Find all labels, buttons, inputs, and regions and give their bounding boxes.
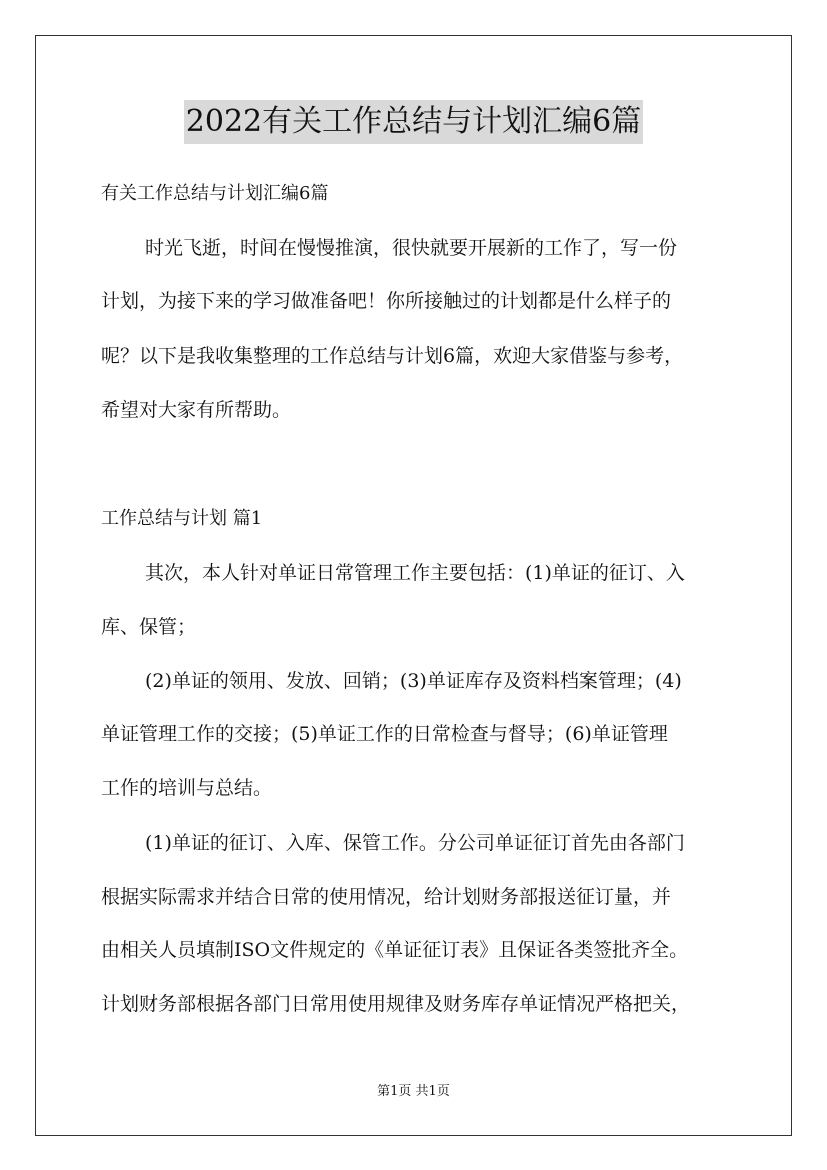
document-title: 2022有关工作总结与计划汇编6篇 xyxy=(184,100,643,144)
section-line-4: 单证管理工作的交接；(5)单证工作的日常检查与督导；(6)单证管理 xyxy=(101,723,668,745)
section-line-9: 计划财务部根据各部门日常用使用规律及财务库存单证情况严格把关， xyxy=(101,993,691,1015)
intro-line-3: 呢？以下是我收集整理的工作总结与计划6篇，欢迎大家借鉴与参考， xyxy=(101,345,684,367)
section-line-6: (1)单证的征订、入库、保管工作。分公司单证征订首先由各部门 xyxy=(145,832,685,854)
section-line-5: 工作的培训与总结。 xyxy=(101,777,273,799)
section-line-2: 库、保管； xyxy=(101,616,197,638)
section-line-1: 其次，本人针对单证日常管理工作主要包括：(1)单证的征订、入 xyxy=(145,562,685,584)
page-footer: 第1页 共1页 xyxy=(377,1084,450,1099)
intro-line-4: 希望对大家有所帮助。 xyxy=(101,399,292,421)
intro-line-1: 时光飞逝，时间在慢慢推演，很快就要开展新的工作了，写一份 xyxy=(145,237,678,259)
title-container xyxy=(0,100,827,144)
intro-line-2: 计划，为接下来的学习做准备吧！你所接触过的计划都是什么样子的 xyxy=(101,290,672,312)
section-line-7: 根据实际需求并结合日常的使用情况，给计划财务部报送征订量，并 xyxy=(101,886,672,908)
section-line-8: 由相关人员填制ISO文件规定的《单证征订表》且保证各类签批齐全。 xyxy=(101,939,689,961)
document-subtitle: 有关工作总结与计划汇编6篇 xyxy=(101,183,329,204)
section-heading: 工作总结与计划 篇1 xyxy=(101,508,263,529)
section-line-3: (2)单证的领用、发放、回销；(3)单证库存及资料档案管理；(4) xyxy=(145,670,682,692)
